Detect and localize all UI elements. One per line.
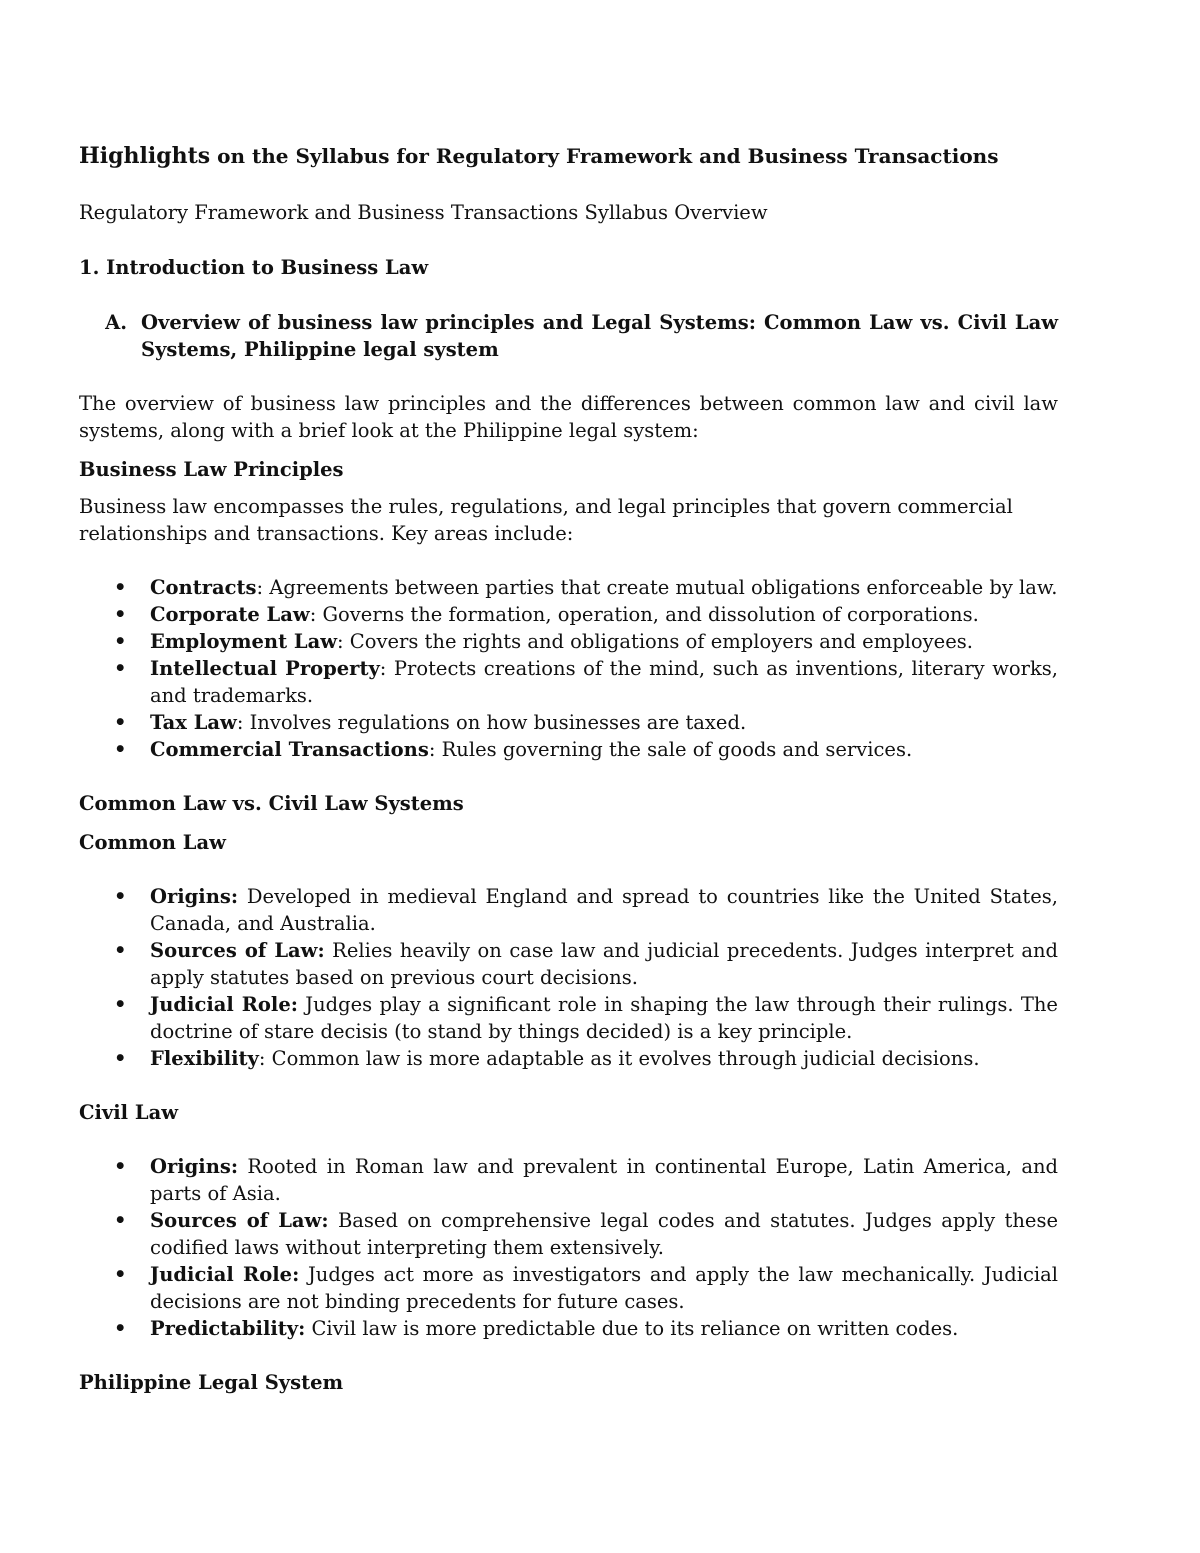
- list-item-term: Judicial Role:: [150, 993, 298, 1016]
- title-rest: on the Syllabus for Regulatory Framework and Business Transactions: [210, 144, 999, 168]
- list-item-term: Predictability:: [150, 1317, 306, 1340]
- list-item-desc: Based on comprehensive legal codes and statutes. Judges apply these codified laws without interpreting them extensively.: [150, 1209, 1058, 1259]
- heading-common-vs-civil: Common Law vs. Civil Law Systems: [79, 792, 464, 815]
- list-item-desc: : Protects creations of the mind, such as inventions, literary works, and trademarks.: [150, 657, 1058, 707]
- list-item-desc: : Agreements between parties that create mutual obligations enforceable by law.: [256, 576, 1058, 599]
- title-emphasis: Highlights: [79, 143, 211, 169]
- list-item-term: Sources of Law:: [150, 1209, 329, 1232]
- heading-common-law: Common Law: [79, 831, 226, 854]
- list-item-desc: : Rules governing the sale of goods and services.: [428, 738, 913, 761]
- list-item-term: Employment Law: [150, 630, 338, 653]
- list-item: [79, 1045, 1058, 1072]
- list-item-desc: : Covers the rights and obligations of employers and employees.: [337, 630, 973, 653]
- list-item-desc: Judges play a significant role in shaping the law through their rulings. The doctrine of stare decisis (to stand by things decided) is a key principle.: [150, 993, 1058, 1043]
- list-item-desc: Judges act more as investigators and apply the law mechanically. Judicial decisions are not binding precedents for future cases.: [150, 1263, 1058, 1313]
- list-item: [79, 1261, 1058, 1315]
- list-item-term: Flexibility: [150, 1047, 259, 1070]
- list-item-term: Origins:: [150, 885, 239, 908]
- list-item-desc: Developed in medieval England and spread to countries like the United States, Canada, and Australia.: [150, 885, 1058, 935]
- list-item-term: Intellectual Property: [150, 657, 380, 680]
- intro-paragraph: The overview of business law principles and the differences between common law and civil law systems, along with a brief look at the Philippine legal system:: [79, 392, 1058, 442]
- key-areas-list: [79, 574, 1058, 763]
- section-heading-1: 1. Introduction to Business Law: [79, 256, 429, 279]
- subsection-a-text: Overview of business law principles and Legal Systems: Common Law vs. Civil Law Systems, Philippine legal system: [141, 311, 1058, 361]
- heading-civil-law: Civil Law: [79, 1101, 178, 1124]
- list-item-desc: : Involves regulations on how businesses are taxed.: [236, 711, 747, 734]
- list-item-term: Origins:: [150, 1155, 239, 1178]
- list-item-desc: Relies heavily on case law and judicial precedents. Judges interpret and apply statutes based on previous court decisions.: [150, 939, 1058, 989]
- list-item-desc: : Common law is more adaptable as it evolves through judicial decisions.: [258, 1047, 980, 1070]
- heading-philippine-legal-system: Philippine Legal System: [79, 1371, 344, 1394]
- document-title: [79, 143, 1058, 170]
- list-item: [79, 1315, 1058, 1342]
- list-item: [79, 601, 1058, 628]
- list-item-desc: : Governs the formation, operation, and dissolution of corporations.: [309, 603, 979, 626]
- subsection-a-marker: A.: [105, 311, 127, 334]
- list-item-term: Corporate Law: [150, 603, 310, 626]
- heading-business-law-principles: Business Law Principles: [79, 458, 344, 481]
- list-item-term: Judicial Role:: [150, 1263, 300, 1286]
- common-law-list: [79, 883, 1058, 1072]
- list-item: [79, 1207, 1058, 1261]
- list-item: [79, 709, 1058, 736]
- list-item: [79, 991, 1058, 1045]
- list-item: [79, 628, 1058, 655]
- list-item: [79, 655, 1058, 709]
- list-item: [79, 736, 1058, 763]
- business-law-paragraph: Business law encompasses the rules, regulations, and legal principles that govern commercial relationships and transactions. Key areas include:: [79, 495, 1013, 545]
- list-item-term: Sources of Law:: [150, 939, 325, 962]
- civil-law-list: [79, 1153, 1058, 1342]
- list-item: [79, 574, 1058, 601]
- document-subtitle: Regulatory Framework and Business Transactions Syllabus Overview: [79, 201, 768, 224]
- list-item-term: Tax Law: [150, 711, 237, 734]
- list-item-term: Contracts: [150, 576, 257, 599]
- list-item: [79, 883, 1058, 937]
- list-item: [79, 937, 1058, 991]
- list-item-desc: Rooted in Roman law and prevalent in continental Europe, Latin America, and parts of Asia.: [150, 1155, 1058, 1205]
- list-item: [79, 1153, 1058, 1207]
- list-item-desc: Civil law is more predictable due to its reliance on written codes.: [305, 1317, 959, 1340]
- subsection-a: [79, 309, 1058, 363]
- list-item-term: Commercial Transactions: [150, 738, 429, 761]
